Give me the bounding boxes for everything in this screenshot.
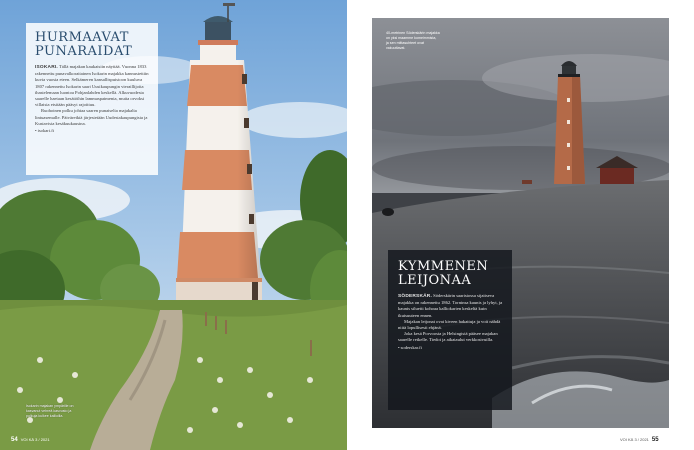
- headline-line2: LEIJONAA: [398, 273, 472, 288]
- left-page-number: 54: [11, 437, 18, 443]
- left-magazine-name: VOI KÄ 3 / 2021: [20, 437, 50, 442]
- headline-line2: PUNARAIDAT: [35, 44, 133, 59]
- right-magazine-name: VOI KÄ 3 / 2021: [620, 437, 649, 442]
- paragraph-1: Söderskärin saaristossa sijaitseva majakka on rakennettu 1862. Torninsa kaunis ja lyhyt, ja kaunis siluetti kohoaa kalliokarien keskeltä kuin ikuisuuteen ennen.: [398, 293, 503, 318]
- isokari-headline: [35, 31, 149, 59]
- paragraph-2: Majakan leijonat ovat kiveen hakattuja ja voit nähdä niitä lopullisesti ehjänä.: [398, 318, 501, 331]
- soderskar-article-panel: [388, 250, 512, 410]
- isokari-link[interactable]: [35, 128, 149, 134]
- soderskar-photo-caption: 40-metrinen Söderskärin majakka on yksi maamme komeimmista, ja sen mittasuhteet ovat vakuuttavat.: [386, 31, 440, 50]
- article-lead: ISOKARI.: [35, 65, 58, 70]
- soderskar-link[interactable]: [398, 345, 503, 351]
- headline-line1: KYMMENEN: [398, 259, 489, 274]
- isokari-body: [35, 64, 149, 134]
- right-folio: [620, 437, 659, 443]
- paragraph-3: Joka kesä Porvoosta ja Helsingistä pääsee majakan saarelle retkelle. Tiedot ja aikataulut verkkosivuilla.: [398, 331, 498, 343]
- paragraph-2: Ruohoinen polku johtaa saaren punaiselta majakalta lintuasemalle. Päiväretkiä järjestetään Uudestakaupungista ja Kustavista kesäkuukausina.: [35, 108, 148, 126]
- soderskar-body: [398, 293, 503, 351]
- isokari-article-panel: [26, 23, 158, 175]
- bullet-icon: •: [35, 128, 37, 134]
- bullet-icon: •: [398, 344, 400, 350]
- left-folio: [11, 437, 50, 443]
- soderskar-url[interactable]: soderskar.fi: [400, 344, 422, 350]
- paragraph-1: Tällä majakan kaukaisiin näyttää. Vuonna 1833 rakennettu punavalkoraitainen Isokarin majakka kannustettiin kuvia vuosia eteen. Selkämeren kansallispuistoon kuuluva 1807 rakennettu Isokarin saari Uusikaupungin vieraillijoita ihastelemaan luontoa Pohjanlahden keskellä. Alkuvuodesta saarelle haetaan kesätöihin lammaspaimenia, mutta orvoksi villaisia etsitään pääsyt rajoittuu.: [35, 64, 149, 108]
- isokari-url[interactable]: isokari.fi: [37, 128, 55, 134]
- headline-line1: HURMAAVAT: [35, 30, 129, 45]
- right-page-number: 55: [651, 437, 659, 443]
- article-lead: SÖDERSKÄR.: [398, 294, 432, 299]
- soderskar-headline: [398, 260, 503, 288]
- isokari-photo-caption: Isokarin majakan ympärille on kasvanut vehreä kasvusto ja polkuja kulkee kallioilla.: [26, 404, 74, 418]
